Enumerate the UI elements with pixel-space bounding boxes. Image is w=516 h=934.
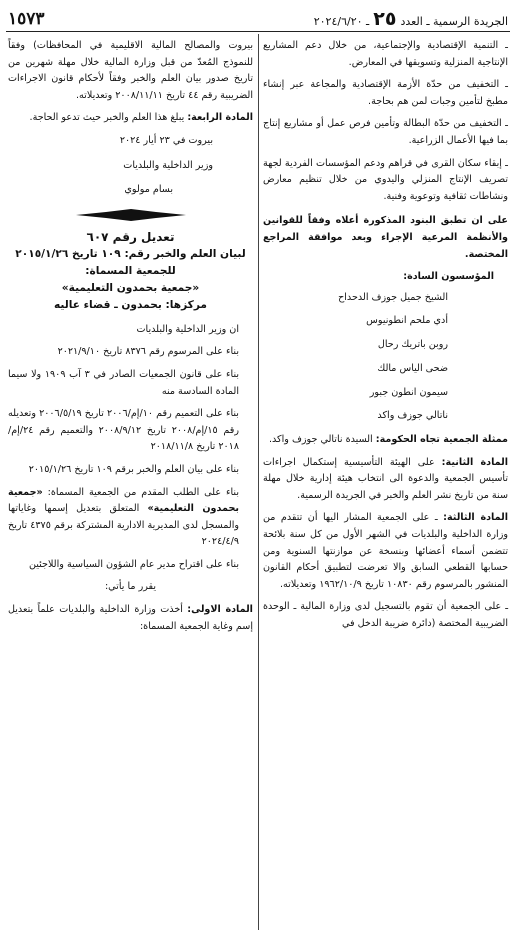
compliance-clause: على ان تطبق البنود المذكورة أعلاه وفقاً للقوانين والأنظمة المرعية الإجراء وبعد موافقة المراجع المختصة. bbox=[263, 215, 508, 260]
legal-basis: بناء على المرسوم رقم ٨٣٧٦ تاريخ ٢٠٢١/٩/١٠ bbox=[57, 346, 239, 358]
article-three-text: ـ على الجمعية المشار اليها أن تتقدم من وزارة الداخلية والبلديات في الشهر الأول من كل سنة بلائحة تتضمن أسماء أعضائها وبنسخة عن موازنتها السنوية ومن حسابها القطعي السابق والا تعرضت لتطبيق أحكام القانون المنشور بالمرسوم رقم ١٠٨٣٠ تاريخ ١٩٦٢/١٠/٩ وتعديلاته. bbox=[263, 512, 508, 590]
article-four-label: المادة الرابعة: bbox=[187, 112, 253, 124]
article-one bbox=[8, 602, 253, 635]
journal-name: الجريدة الرسمية ـ العدد bbox=[400, 15, 508, 28]
association-hq: مركزها: بحمدون ـ قضاء عاليه bbox=[53, 298, 207, 311]
article-two bbox=[263, 455, 508, 505]
page-header bbox=[8, 8, 508, 28]
objective-item: ـ التنمية الإقتصادية والإجتماعية، من خلال دعم المشاريع الإنتاجية المنزلية وتسويقها في المعارض. bbox=[263, 40, 508, 68]
proposal-basis: بناء على اقتراح مدير عام الشؤون السياسية واللاجئين bbox=[28, 558, 239, 570]
objective-item: ـ إبقاء سكان القرى في قراهم ودعم المؤسسات الفردية لجهة تصريف الإنتاج المنزلي واليدوي من خلال تنظيم معارض ونشاطات ثقافية وتوعوية وفنية. bbox=[263, 157, 508, 202]
article-one-text: أخذت وزارة الداخلية والبلديات علماً بتعديل إسم وغاية الجمعية المسماة: bbox=[8, 604, 253, 632]
signature-date: بيروت في ٢٣ أيار ٢٠٢٤ bbox=[119, 134, 213, 146]
founder-name: سيمون انطون جبور bbox=[369, 386, 448, 398]
article-two-label: المادة الثانية: bbox=[441, 456, 509, 468]
founders-title: المؤسسون السادة: bbox=[403, 271, 494, 283]
legal-basis: بناء على بيان العلم والخبر برقم ١٠٩ تاريخ ٢٠١٥/١/٢٦ bbox=[28, 463, 239, 475]
article-three-label: المادة الثالثة: bbox=[443, 512, 508, 524]
representative-name: السيدة ناتالي جوزف واكد. bbox=[268, 433, 373, 445]
request-basis bbox=[8, 485, 253, 551]
founder-name: ضحى الياس مالك bbox=[377, 362, 448, 374]
request-pre: بناء على الطلب المقدم من الجمعية المسماة: bbox=[47, 486, 239, 498]
article-four bbox=[8, 110, 253, 127]
amendment-subtitle: لبيان العلم والخبر رقم: ١٠٩ تاريخ ٢٠١٥/١/٢٦ bbox=[15, 247, 246, 260]
issue-number: ٢٥ bbox=[373, 8, 397, 30]
article-three bbox=[263, 510, 508, 593]
divider-ornament-icon bbox=[76, 209, 186, 221]
issue-date: ـ ٢٠٢٤/٦/٢٠ bbox=[313, 15, 370, 28]
signature-name: بسام مولوي bbox=[124, 184, 173, 196]
column-divider bbox=[258, 34, 259, 930]
request-association: «جمعية بحمدون التعليمية» bbox=[8, 486, 239, 515]
legal-basis: بناء على التعميم رقم ١٠/إم/٢٠٠٦ تاريخ ٢٠٠٦/٥/١٩ وتعديله رقم ١٥/إم/٢٠٠٨ تاريخ ٢٠٠٨/٩/١٢ والتعميم رقم ٢٤/إم/٢٠١٨ تاريخ ٢٠١٨/١١/٨ bbox=[8, 408, 239, 453]
article-three-continued: ـ على الجمعية أن تقوم بالتسجيل لدى وزارة المالية ـ الوحدة الضريبية المختصة (دائرة ضريبة الدخل في bbox=[263, 601, 508, 629]
minister-line: ان وزير الداخلية والبلديات bbox=[136, 323, 239, 335]
legal-basis: بناء على قانون الجمعيات الصادر في ٣ آب ١٩٠٩ ولا سيما المادة السادسة منه bbox=[8, 368, 240, 397]
objective-item: ـ التخفيف من حدّة البطالة وتأمين فرص عمل أو مشاريع إنتاج بما فيها الأعمال الزراعية. bbox=[263, 118, 508, 146]
objective-item: ـ التخفيف من حدّة الأزمة الإقتصادية والمجاعة عبر إنشاء مطبخ لتأمين وجبات لمن هم بحاجة. bbox=[263, 79, 508, 107]
article-four-text: يبلغ هذا العلم والخبر حيث تدعو الحاجة. bbox=[29, 112, 185, 124]
left-column bbox=[8, 38, 253, 641]
founder-name: أدي ملحم انطونيوس bbox=[366, 315, 448, 327]
section-divider bbox=[8, 207, 253, 223]
signature-title: وزير الداخلية والبلديات bbox=[123, 159, 213, 171]
request-post: المتعلق بتعديل إسمها وغاياتها والمسجل لدى المديرية الادارية المشتركة برقم ٤٣٧٥ تاريخ ٢٠٢٤/٤/٩ bbox=[8, 503, 240, 548]
founder-name: الشيخ جميل جوزف الدحداح bbox=[338, 291, 448, 303]
founders-list bbox=[263, 286, 508, 428]
representative-label: ممثلة الجمعية تجاه الحكومة: bbox=[375, 433, 508, 445]
amendment-for: للجمعية المسماة: bbox=[85, 264, 176, 277]
founder-name: روبن باتريك رحال bbox=[377, 339, 448, 351]
page-number: ١٥٧٣ bbox=[8, 9, 45, 29]
founder-name: ناتالي جوزف واكد bbox=[377, 410, 448, 422]
header-rule bbox=[6, 31, 510, 32]
decides-line: يقرر ما يأتي: bbox=[104, 581, 157, 593]
continued-paragraph: بيروت والمصالح المالية الاقليمية في المحافظات) وفقاً للنموذج المُعدّ من قبل وزارة المالية خلال مهلة شهرين من تاريخ صدور بيان العلم والخبر وفقاً لأحكام قانون الاجراءات الضريبية رقم ٤٤ تاريخ ٢٠٠٨/١١/١١ وتعديلاته. bbox=[8, 40, 253, 101]
amendment-title: تعديل رقم ٦٠٧ bbox=[86, 229, 175, 244]
article-two-text: على الهيئة التأسيسية إستكمال اجراءات تأسيس الجمعية والدعوة الى انتخاب هيئة إدارية خلال مهلة سنة من تاريخ نشر العلم والخبر في الجريدة الرسمية. bbox=[263, 456, 508, 501]
journal-title-block bbox=[314, 10, 508, 28]
right-column bbox=[263, 38, 508, 638]
representative bbox=[263, 432, 508, 449]
association-name: «جمعية بحمدون التعليمية» bbox=[61, 281, 200, 294]
article-one-label: المادة الاولى: bbox=[187, 604, 253, 616]
